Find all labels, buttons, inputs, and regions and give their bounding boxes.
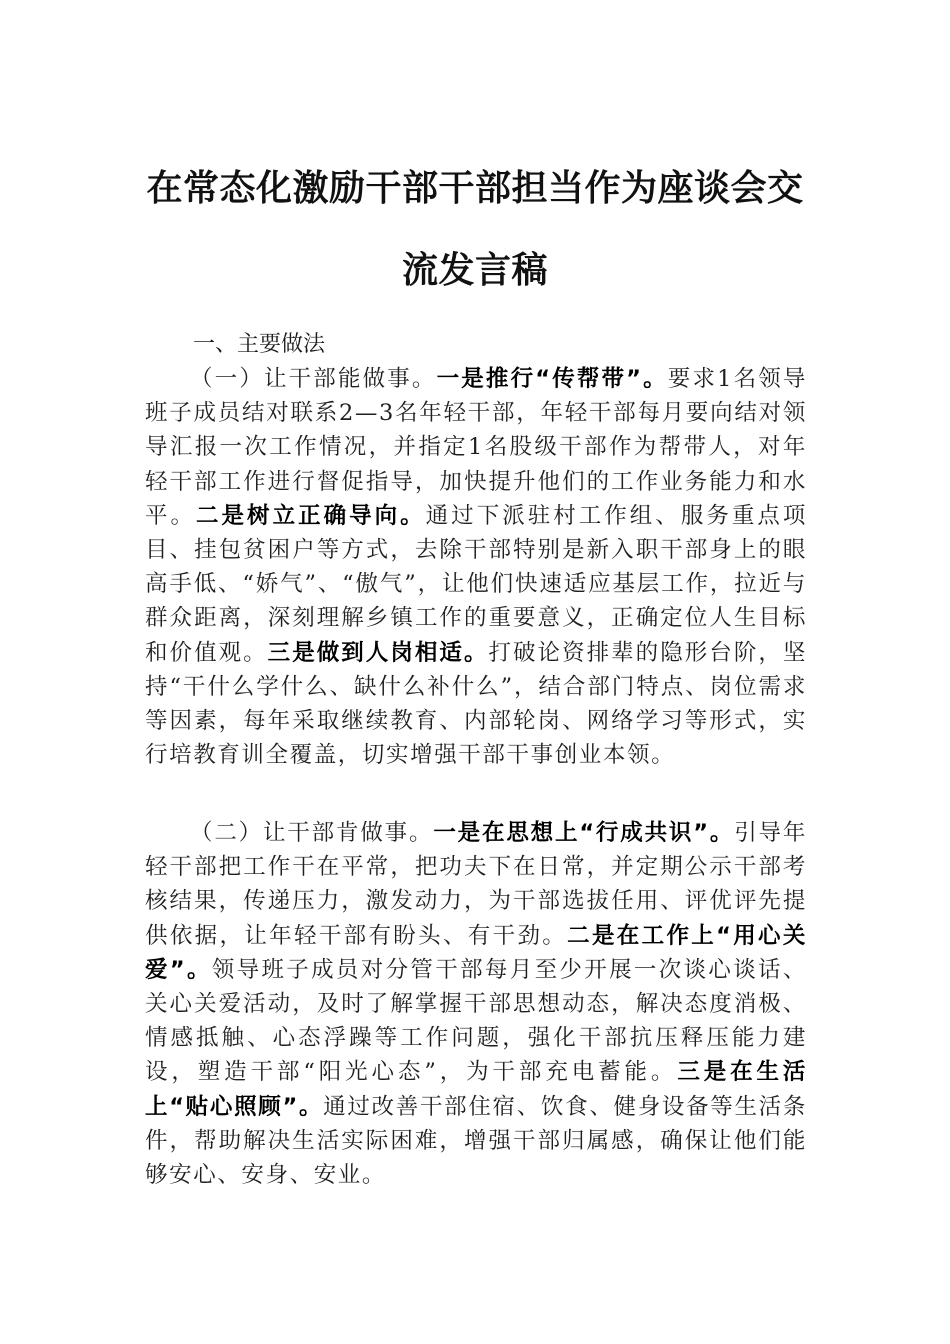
paragraph-1-point-2-heading: 二是树立正确导向。 bbox=[196, 502, 426, 529]
document-title bbox=[145, 148, 805, 312]
paragraph-1-point-1-text: 要求1名领导班子成员结对联系2—3名年轻干部，年轻干部每月要向结对领导汇报一次工作情况，并指定1名股级干部作为帮带人，对年轻干部工作进行督促指导，加快提升他们的工作业务能力和水平。 bbox=[145, 366, 807, 529]
paragraph-2-point-3-heading: 三是在生活上“贴心照顾”。 bbox=[145, 1059, 807, 1120]
paragraph-2-lead: （二）让干部肯做事。 bbox=[190, 820, 434, 846]
paragraph-2-point-2-heading: 二是在工作上“用心关爱”。 bbox=[145, 922, 807, 983]
paragraph-1-point-1-heading: 一是推行“传帮带”。 bbox=[436, 366, 668, 392]
section-heading: 一、主要做法 bbox=[193, 332, 326, 357]
paragraph-1-point-3-heading: 三是做到人岗相适。 bbox=[267, 639, 489, 666]
paragraph-2-point-1-text: 引导年轻干部把工作干在平常，把功夫下在日常，并定期公示干部考核结果，传递压力，激发动力，为干部选拔任用、评优评先提供依据，让年轻干部有盼头、有干劲。 bbox=[145, 820, 807, 949]
paragraph-2-point-2-text: 领导班子成员对分管干部每月至少开展一次谈心谈话、关心关爱活动，及时了解掌握干部思想动态，解决态度消极、情感抵触、心态浮躁等工作问题，强化干部抗压释压能力建设，塑造干部“阳光心态”，为干部充电蓄能。 bbox=[145, 956, 807, 1086]
title-line-2: 流发言稿 bbox=[401, 250, 548, 291]
paragraph-2-point-1-heading: 一是在思想上“行成共识”。 bbox=[433, 820, 735, 846]
paragraph-1 bbox=[145, 362, 807, 772]
paragraph-2 bbox=[145, 816, 807, 1192]
paragraph-1-point-2-text: 通过下派驻村工作组、服务重点项目、挂包贫困户等方式，去除干部特别是新入职干部身上的眼高手低、“娇气”、“傲气”，让他们快速适应基层工作，拉近与群众距离，深刻理解乡镇工作的重要意义，正确定位人生目标和价值观。 bbox=[145, 502, 807, 666]
paragraph-1-lead: （一）让干部能做事。 bbox=[190, 366, 437, 392]
title-line-1: 在常态化激励干部干部担当作为座谈会交 bbox=[146, 168, 804, 209]
paragraph-2-point-3-text: 通过改善干部住宿、饮食、健身设备等生活条件，帮助解决生活实际困难，增强干部归属感，确保让他们能够安心、安身、安业。 bbox=[145, 1093, 807, 1189]
paragraph-1-point-3-text: 打破论资排辈的隐形台阶，坚持“干什么学什么、缺什么补什么”，结合部门特点、岗位需求等因素，每年采取继续教育、内部轮岗、网络学习等形式，实行培教育训全覆盖，切实增强干部干事创业本领。 bbox=[145, 639, 807, 769]
